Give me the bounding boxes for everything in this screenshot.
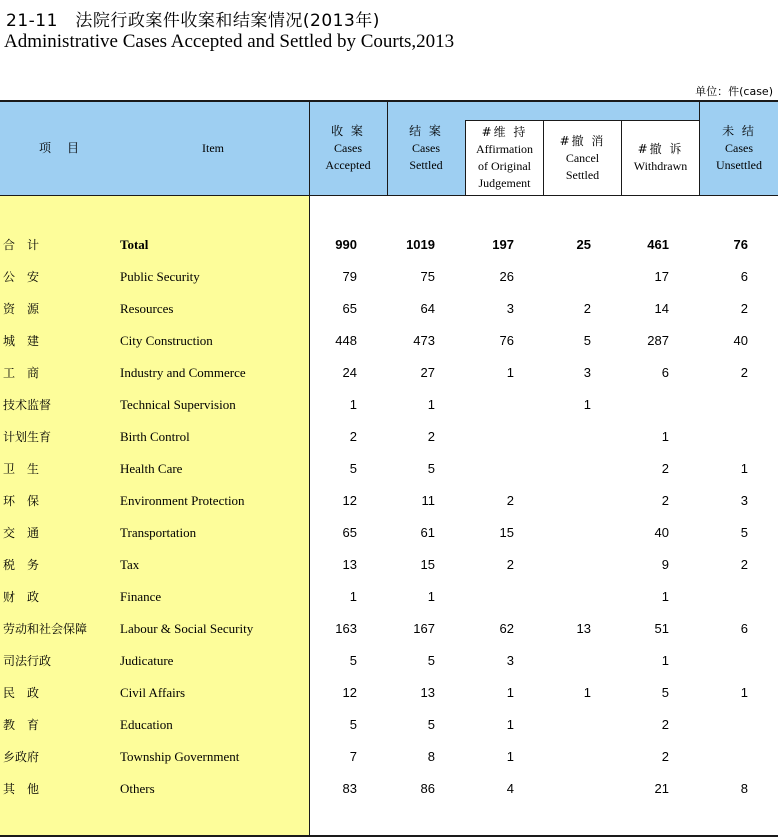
unit-label: 单位：件(case): [695, 85, 773, 98]
cell-accepted: 79: [342, 269, 357, 284]
row-item-cn: 乡政府: [3, 750, 40, 764]
table-row: [0, 645, 778, 677]
cell-settled: 1: [427, 589, 435, 604]
cell-withdrawn: 6: [661, 365, 669, 380]
cell-unsettled: 40: [733, 333, 748, 348]
cell-unsettled: [700, 389, 748, 421]
cell-unsettled: [700, 645, 748, 677]
row-item-en: City Construction: [120, 333, 213, 348]
cell-affirmation: 2: [506, 493, 514, 508]
cell-settled: 1019: [406, 237, 435, 252]
row-item-en: Others: [120, 781, 155, 796]
cell-cancel: 1: [583, 685, 591, 700]
cell-cancel: 1: [583, 397, 591, 412]
cell-affirmation: 197: [492, 237, 514, 252]
table-row: [0, 293, 778, 325]
cell-cancel: [540, 261, 591, 293]
cell-withdrawn: 2: [661, 717, 669, 732]
cell-unsettled: 3: [740, 493, 748, 508]
page-title-english: Administrative Cases Accepted and Settled by Courts,2013: [4, 31, 455, 52]
cell-unsettled: [700, 421, 748, 453]
header-cancel-en: Cancel Settled: [565, 150, 600, 182]
cell-cancel: 3: [583, 365, 591, 380]
row-item-cn: 交 通: [3, 526, 40, 540]
cell-unsettled: [700, 741, 748, 773]
cell-cancel: [540, 581, 591, 613]
cell-affirmation: 26: [499, 269, 514, 284]
cell-accepted: 1: [349, 589, 357, 604]
cell-settled: 15: [420, 557, 435, 572]
row-item-cn: 资 源: [3, 302, 40, 316]
cell-affirmation: 1: [506, 717, 514, 732]
header-settled: [391, 100, 461, 196]
header-accepted-en: Cases Accepted: [325, 140, 371, 172]
row-item-cn: 公 安: [3, 270, 40, 284]
row-item-cn: 财 政: [3, 590, 40, 604]
cell-settled: 8: [427, 749, 435, 764]
cell-accepted: 13: [342, 557, 357, 572]
row-item-cn: 环 保: [3, 494, 40, 508]
cell-affirmation: 62: [499, 621, 514, 636]
cell-cancel: [540, 485, 591, 517]
cell-settled: 86: [420, 781, 435, 796]
cell-affirmation: 1: [506, 365, 514, 380]
table-row: [0, 709, 778, 741]
cell-withdrawn: 5: [661, 685, 669, 700]
row-item-cn: 城 建: [3, 334, 40, 348]
table-row: [0, 357, 778, 389]
cell-accepted: 5: [349, 461, 357, 476]
cell-accepted: 448: [335, 333, 357, 348]
table-row: [0, 389, 778, 421]
cell-accepted: 5: [349, 653, 357, 668]
header-item-en: [140, 100, 286, 196]
cell-settled: 11: [421, 493, 435, 508]
cell-unsettled: 2: [740, 365, 748, 380]
cell-affirmation: 3: [506, 301, 514, 316]
cell-settled: 27: [420, 365, 435, 380]
row-item-en: Township Government: [120, 749, 240, 764]
header-unsettled-en: Cases Unsettled: [716, 140, 762, 172]
header-affirmation-cn: #维 持: [481, 125, 528, 139]
cell-affirmation: 1: [506, 685, 514, 700]
cell-affirmation: 2: [506, 557, 514, 572]
cell-affirmation: [460, 421, 514, 453]
cell-accepted: 990: [335, 237, 357, 252]
cell-accepted: 2: [349, 429, 357, 444]
cell-accepted: 24: [342, 365, 357, 380]
table-row: [0, 517, 778, 549]
cell-accepted: 12: [342, 493, 357, 508]
cell-cancel: 13: [576, 621, 591, 636]
cell-affirmation: [460, 453, 514, 485]
header-item-en-label: Item: [202, 140, 224, 155]
row-item-cn: 劳动和社会保障: [3, 622, 88, 636]
cell-cancel: 2: [583, 301, 591, 316]
header-withdrawn-cn: #撤 诉: [637, 142, 684, 156]
header-withdrawn-en: Withdrawn: [633, 159, 688, 173]
cell-cancel: 25: [576, 237, 591, 252]
cell-cancel: [540, 453, 591, 485]
cell-accepted: 5: [349, 717, 357, 732]
cell-withdrawn: 17: [654, 269, 669, 284]
cell-cancel: [540, 645, 591, 677]
row-item-cn: 计划生育: [3, 430, 52, 444]
cell-accepted: 12: [342, 685, 357, 700]
cell-settled: 61: [420, 525, 435, 540]
cell-settled: 5: [427, 461, 435, 476]
header-item-cn: [0, 100, 120, 196]
row-item-en: Health Care: [120, 461, 183, 476]
row-item-en: Birth Control: [120, 429, 190, 444]
cell-withdrawn: 51: [654, 621, 669, 636]
row-item-en: Resources: [120, 301, 174, 316]
cell-unsettled: [700, 709, 748, 741]
cell-settled: 75: [420, 269, 435, 284]
cell-accepted: 65: [342, 301, 357, 316]
header-cancel-cn: #撤 消: [559, 133, 606, 148]
cell-accepted: 7: [349, 749, 357, 764]
row-item-en: Labour & Social Security: [120, 621, 254, 636]
cell-unsettled: 5: [740, 525, 748, 540]
row-item-en: Transportation: [120, 525, 197, 540]
header-unsettled: [700, 100, 778, 196]
cell-withdrawn: 21: [654, 781, 669, 796]
table-row: [0, 549, 778, 581]
cell-settled: 5: [427, 717, 435, 732]
row-item-cn: 卫 生: [3, 462, 40, 476]
row-item-en: Total: [120, 237, 149, 252]
cell-affirmation: 15: [499, 525, 514, 540]
cell-unsettled: 76: [733, 237, 748, 252]
cell-affirmation: 3: [506, 653, 514, 668]
cell-unsettled: 8: [740, 781, 748, 796]
row-item-en: Industry and Commerce: [120, 365, 246, 380]
row-item-en: Environment Protection: [120, 493, 245, 508]
row-item-cn: 司法行政: [3, 654, 52, 668]
cell-settled: 1: [427, 397, 435, 412]
cell-settled: 5: [427, 653, 435, 668]
cell-cancel: [540, 709, 591, 741]
cell-settled: 2: [427, 429, 435, 444]
table-row: [0, 773, 778, 805]
cell-accepted: 83: [342, 781, 357, 796]
table-row: [0, 261, 778, 293]
table-row: [0, 613, 778, 645]
row-item-en: Public Security: [120, 269, 200, 284]
cell-withdrawn: 2: [661, 749, 669, 764]
cell-affirmation: [460, 581, 514, 613]
header-affirmation-en: Affirmation of Original Judgement: [475, 142, 534, 190]
cell-unsettled: 1: [740, 461, 748, 476]
cell-unsettled: 2: [740, 557, 748, 572]
cell-cancel: 5: [583, 333, 591, 348]
row-item-cn: 合 计: [3, 238, 40, 252]
cell-withdrawn: 14: [654, 301, 669, 316]
cell-withdrawn: 461: [647, 237, 669, 252]
cell-settled: 64: [420, 301, 435, 316]
cell-settled: 167: [413, 621, 435, 636]
table-row: [0, 453, 778, 485]
header-accepted: [313, 100, 383, 196]
row-item-cn: 税 务: [3, 558, 40, 572]
cell-affirmation: 1: [506, 749, 514, 764]
table-row: [0, 485, 778, 517]
cell-affirmation: [460, 389, 514, 421]
header-cancel: [544, 121, 621, 195]
table-row: [0, 421, 778, 453]
cell-settled: 13: [420, 685, 435, 700]
cell-affirmation: 76: [499, 333, 514, 348]
column-rule: [387, 100, 388, 196]
row-item-cn: 技术监督: [3, 398, 52, 412]
cell-withdrawn: 287: [647, 333, 669, 348]
cell-unsettled: 2: [740, 301, 748, 316]
cell-cancel: [540, 773, 591, 805]
cell-cancel: [540, 549, 591, 581]
cell-withdrawn: 9: [661, 557, 669, 572]
table-row: [0, 325, 778, 357]
cell-unsettled: 1: [740, 685, 748, 700]
cell-cancel: [540, 421, 591, 453]
cell-unsettled: [700, 581, 748, 613]
cell-withdrawn: 1: [661, 429, 669, 444]
table-row: [0, 741, 778, 773]
header-item-cn-label: 项 目: [38, 140, 81, 155]
row-item-en: Technical Supervision: [120, 397, 236, 412]
cases-table: [0, 100, 778, 837]
header-accepted-cn: 收 案: [331, 123, 365, 138]
row-item-cn: 教 育: [3, 718, 40, 732]
cell-withdrawn: 1: [661, 589, 669, 604]
cell-accepted: 1: [349, 397, 357, 412]
header-settled-cn: 结 案: [409, 123, 443, 138]
cell-withdrawn: 2: [661, 493, 669, 508]
row-item-en: Tax: [120, 557, 140, 572]
row-item-cn: 工 商: [3, 366, 40, 380]
cell-affirmation: 4: [506, 781, 514, 796]
cell-withdrawn: 1: [661, 653, 669, 668]
cell-cancel: [540, 517, 591, 549]
header-settled-en: Cases Settled: [409, 140, 443, 172]
header-withdrawn: [622, 121, 699, 195]
table-row: [0, 581, 778, 613]
header-affirmation: [466, 121, 543, 195]
row-item-en: Finance: [120, 589, 162, 604]
cell-accepted: 163: [335, 621, 357, 636]
header-unsettled-cn: 未 结: [722, 123, 756, 138]
cell-unsettled: 6: [740, 269, 748, 284]
row-item-en: Civil Affairs: [120, 685, 186, 700]
row-item-en: Education: [120, 717, 173, 732]
cell-withdrawn: 2: [661, 461, 669, 476]
row-item-en: Judicature: [120, 653, 174, 668]
table-row-total: [0, 229, 778, 261]
cell-unsettled: 6: [740, 621, 748, 636]
row-item-cn: 其 他: [3, 782, 40, 796]
row-item-cn: 民 政: [3, 686, 40, 700]
cell-settled: 473: [413, 333, 435, 348]
cell-accepted: 65: [342, 525, 357, 540]
cell-withdrawn: [620, 389, 669, 421]
page-title-chinese: 21-11 法院行政案件收案和结案情况(2013年): [6, 11, 380, 31]
table-row: [0, 677, 778, 709]
cell-withdrawn: 40: [654, 525, 669, 540]
cell-cancel: [540, 741, 591, 773]
